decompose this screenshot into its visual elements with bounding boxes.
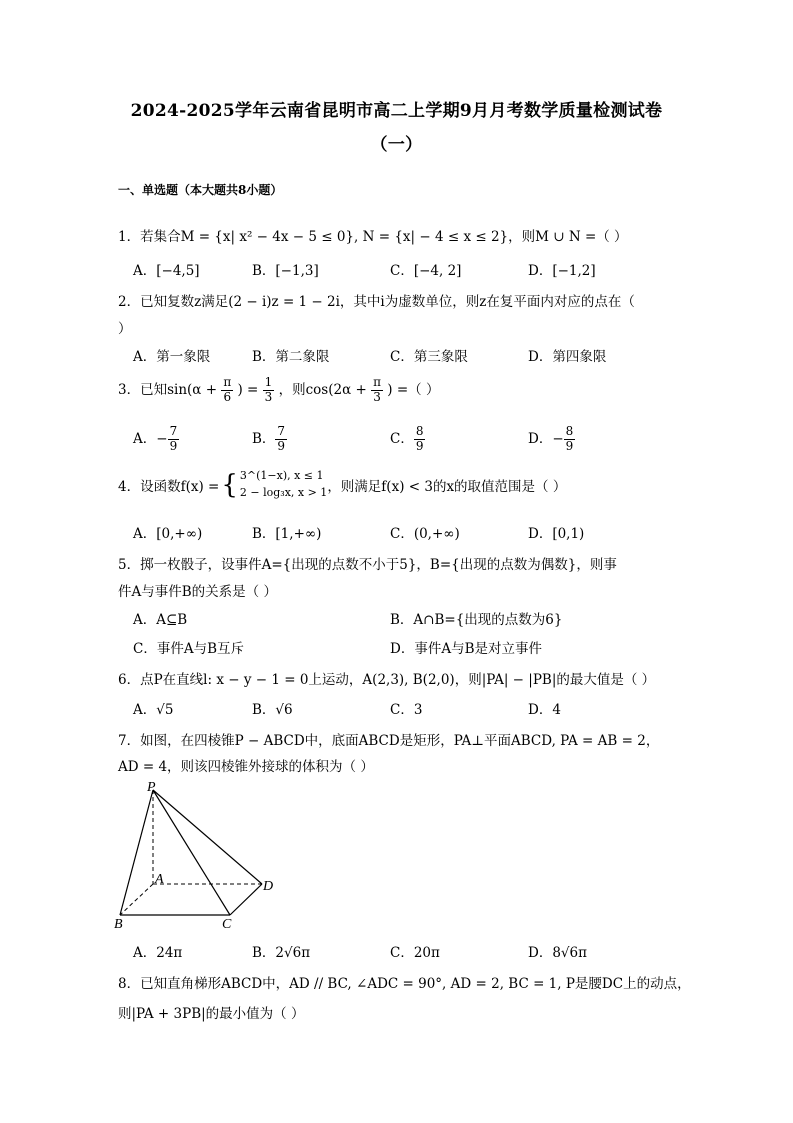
q4-option-a: A．[0,+∞) — [133, 526, 203, 542]
vertex-label-b: B — [114, 917, 123, 932]
fraction-pi-over-6 — [221, 376, 233, 405]
pyramid-figure — [110, 780, 290, 932]
fraction-numerator: 8 — [565, 424, 574, 438]
q7-option-c: C．20π — [390, 945, 440, 961]
question-1: 1．若集合M = {x| x² − 4x − 5 ≤ 0}, N = {x| − 4 ≤ x ≤ 2}，则M ∪ N =（ ） — [118, 229, 628, 245]
edge-cd — [230, 884, 262, 915]
option-fraction — [414, 425, 426, 454]
q7-option-a: A．24π — [133, 945, 183, 961]
q5-option-a: A．A⊆B — [133, 612, 188, 628]
q4-option-d: D．[0,1) — [528, 526, 585, 542]
question-2-line-2: ） — [118, 321, 132, 337]
vertex-label-a: A — [155, 872, 164, 887]
fraction-denominator: 3 — [264, 389, 273, 404]
q6-option-c: C．3 — [390, 702, 423, 718]
fraction-numerator: π — [373, 375, 381, 389]
q4-option-b: B．[1,+∞) — [252, 526, 322, 542]
fraction-denominator: 9 — [415, 438, 424, 453]
fraction-numerator: 7 — [169, 424, 178, 438]
question-2-line-1: 2．已知复数z满足(2 − i)z = 1 − 2i，其中i为虚数单位，则z在复平面内对应的点在（ — [118, 294, 635, 310]
fraction-denominator: 9 — [277, 438, 286, 453]
fraction-numerator: 1 — [264, 375, 273, 389]
q5-option-d: D．事件A与B是对立事件 — [390, 641, 542, 657]
option-sign: − — [156, 430, 168, 447]
q2-option-c: C．第三象限 — [390, 349, 468, 365]
fraction-denominator: 9 — [565, 438, 574, 453]
question-8-line-1: 8．已知直角梯形ABCD中，AD // BC, ∠ADC = 90°, AD = 2, BC = 1, P是腰DC上的动点， — [118, 976, 691, 992]
q1-option-c: C．[−4, 2] — [390, 263, 462, 279]
q3-option-c — [390, 425, 425, 454]
edge-pd — [153, 790, 262, 884]
option-label: D． — [528, 430, 553, 447]
option-label: A． — [133, 430, 157, 447]
fraction-denominator: 3 — [373, 389, 381, 404]
section-heading: 一、单选题（本大题共8小题） — [118, 183, 283, 197]
question-5-line-2: 件A与事件B的关系是（ ） — [118, 584, 277, 600]
question-5-line-1: 5．掷一枚骰子，设事件A={出现的点数不小于5}，B={出现的点数为偶数}，则事 — [118, 557, 617, 573]
fraction-numerator: 8 — [415, 424, 424, 438]
q7-option-b: B．2√6π — [252, 945, 311, 961]
q2-option-b: B．第二象限 — [252, 349, 330, 365]
q3-option-d — [528, 425, 575, 454]
option-sign: − — [552, 430, 564, 447]
q3-text-pre: 3．已知sin(α + — [118, 381, 218, 398]
fraction-numerator: 7 — [277, 424, 286, 438]
option-label: C． — [390, 430, 414, 447]
vertex-label-d: D — [263, 879, 274, 894]
q6-option-b: B．√6 — [252, 702, 293, 718]
fraction-one-third — [263, 376, 275, 405]
option-label: B． — [252, 430, 276, 447]
piecewise-cases — [240, 468, 327, 501]
q4-option-c: C．(0,+∞) — [390, 526, 460, 542]
edge-ab-hidden — [120, 884, 153, 915]
q2-option-a: A．第一象限 — [133, 349, 211, 365]
option-fraction — [168, 425, 180, 454]
question-4 — [118, 468, 566, 501]
edge-pb — [120, 790, 153, 915]
q4-text-post: ，则满足f(x) < 3的x的取值范围是（ ） — [327, 478, 567, 495]
q3-text-post: ) =（ ） — [387, 381, 440, 398]
q3-option-b — [252, 425, 287, 454]
question-6: 6．点P在直线l: x − y − 1 = 0上运动，A(2,3), B(2,0)，则|PA| − |PB|的最大值是（ ） — [118, 672, 656, 688]
question-8-line-2: 则|PA + 3PB|的最小值为（ ） — [118, 1006, 305, 1022]
vertex-label-p: P — [147, 780, 156, 795]
page-subtitle: （一） — [370, 135, 423, 155]
q1-option-b: B．[−1,3] — [252, 263, 319, 279]
q6-option-a: A．√5 — [133, 702, 174, 718]
fraction-pi-over-3 — [371, 376, 383, 405]
q5-option-b: B．A∩B={出现的点数为6} — [390, 612, 563, 628]
piecewise-case-1: 3^(1−x), x ≤ 1 — [239, 469, 324, 482]
edge-pc — [153, 790, 230, 915]
piecewise-case-2: 2 − log₃x, x > 1 — [239, 485, 328, 499]
q5-option-c: C．事件A与B互斥 — [133, 641, 244, 657]
question-3 — [118, 376, 439, 405]
vertex-label-c: C — [222, 917, 232, 932]
q2-option-d: D．第四象限 — [528, 349, 607, 365]
q3-text-mid2: ，则cos(2α + — [278, 381, 367, 398]
fraction-denominator: 9 — [169, 438, 178, 453]
question-7-line-2: AD = 4，则该四棱锥外接球的体积为（ ） — [118, 759, 374, 775]
q7-option-d: D．8√6π — [528, 945, 587, 961]
q4-text-pre: 4．设函数f(x) = — [118, 478, 220, 495]
fraction-numerator: π — [223, 375, 232, 389]
page-title: 2024-2025学年云南省昆明市高二上学期9月月考数学质量检测试卷 — [130, 101, 663, 121]
q3-option-a — [133, 425, 179, 454]
q1-option-d: D．[−1,2] — [528, 263, 596, 279]
option-fraction — [564, 425, 576, 454]
fraction-denominator: 6 — [223, 389, 232, 404]
q3-text-mid1: ) = — [237, 381, 259, 398]
question-7-line-1: 7．如图，在四棱锥P − ABCD中，底面ABCD是矩形，PA⊥平面ABCD, PA = AB = 2， — [118, 733, 660, 749]
q1-option-a: A．[−4,5] — [133, 263, 200, 279]
q6-option-d: D．4 — [528, 702, 561, 718]
piecewise-brace: { — [221, 469, 238, 500]
option-fraction — [275, 425, 287, 454]
